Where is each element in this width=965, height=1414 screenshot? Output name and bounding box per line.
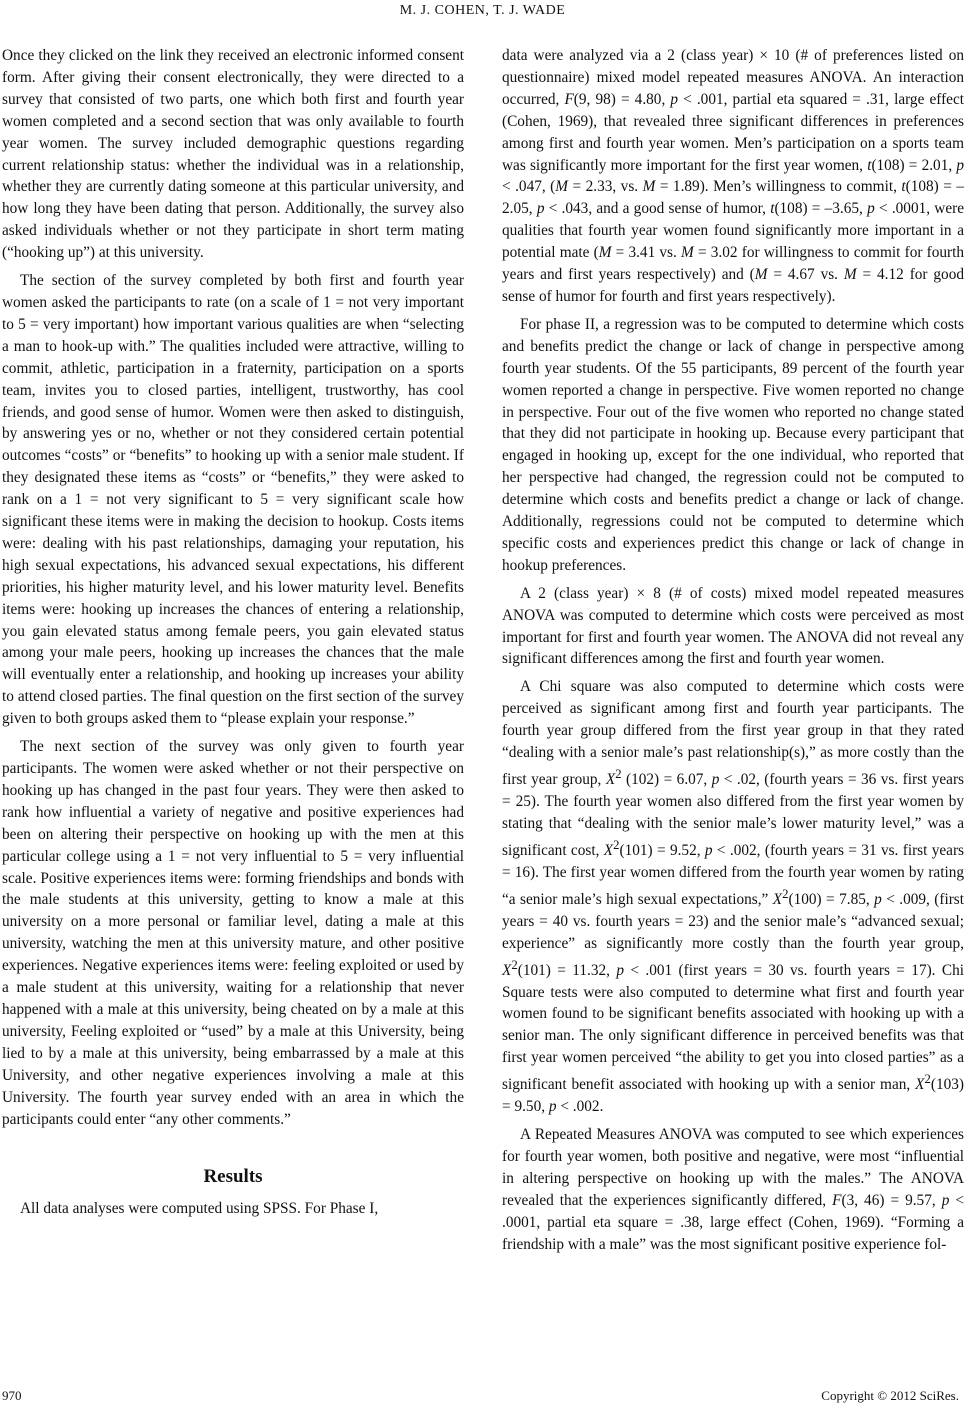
body-paragraph: A Chi square was also computed to determine which costs were perceived as significant among first and fourth year participants. The fourth year group differed from the first year group in that they rated “dealing with a senior male’s past relationship(s),” as more costly than the first year group, $X^2$ (102) = 6.07, p < .02, (fourth years = 36 vs. first years = 25). The fourth year women also differed from the first year women by stating that “dealing with the senior male’s lower maturity level,” was a significant cost, $X^2(101) = 9.52$, p < .002, (fourth years = 31 vs. first years = 16). The first year women differed from the fourth year women by rating “a senior male’s high sexual expectations,” $X^2(100) = 7.85$, p < .009, (first years = 40 vs. fourth years = 23) and the senior male’s “advanced sexual; experience” as significantly more costly than the fourth year group, $X^2(101) = 11.32$, p < .001 (first years = 30 vs. fourth years = 17). Chi Square tests were also computed to determine what first and fourth year women found to be significant benefits associated with hooking up with a senior man. The only significant difference in perceived benefits was that first year women perceived “the ability to get you into closed parties” as a significant benefit associated with hooking up with a senior man, $X^2(103) = 9.50$, p < .002. [502,678,964,1116]
body-paragraph: A 2 (class year) × 8 (# of costs) mixed model repeated measures ANOVA was computed to determine which costs were perceived as most important for first and fourth year women. The ANOVA did not reveal any significant differences among the first and fourth year women. [502,584,964,668]
body-paragraph: data were analyzed via a 2 (class year) × 10 (# of preferences listed on questionnaire) mixed model repeated measures ANOVA. An interaction occurred, F(9, 98) = 4.80, p < .001, partial eta squared = .31, large effect (Cohen, 1969), that revealed three significant differences in preferences among first and fourth year women. Men’s participation on a sports team was significantly more important for the first year women, t(108) = 2.01, p < .047, (M = 2.33, vs. M = 1.89). Men’s willingness to commit, t(108) = –2.05, p < .043, and a good sense of humor, t(108) = –3.65, p < .0001, were qualities that fourth year women found significantly more important in a potential mate (M = 3.41 vs. M = 3.02 for willingness to commit for fourth years and first years respectively) and (M = 4.67 vs. M = 4.12 for good sense of humor for fourth and first years respectively). [502,47,965,305]
results-heading: Results [203,1166,263,1188]
body-paragraph: The section of the survey completed by both first and fourth year women asked the participants to rate (on a scale of 1 = not very important to 5 = very important) how important various qualities are when “selecting a man to hook-up with.” The qualities included were attractive, willing to commit, athletic, participation in a fraternity, participation on a sports team, invites you to closed parties, intelligent, trustworthy, has cool friends, and good sense of humor. Women were then asked to distinguish, by answering yes or no, whether or not they considered certain potential outcomes “costs” or “benefits” to hooking up with a senior male student. If they designated these items as “costs” or “benefits,” they were asked to rank on a 1 = not very significant to 5 = very significant scale how significant these items were in making the decision to hookup. Costs items were: dealing with his past relationships, damaging your reputation, his high sexual expectations, his advanced sexual expectations, his different priorities, his higher maturity level, and his lower maturity level. Benefits items were: hooking up increases the chances of entering a relationship, you gain elevated status among female peers, you gain elevated status among your male peers, hooking up increases the chances that the male will eventually enter a relationship, and hooking up increases your ability to attend closed parties. The final question on the first section of the survey given to both groups asked them to “please explain your response.” [2,272,464,728]
right-column [502,45,964,1262]
body-paragraph: For phase II, a regression was to be computed to determine which costs and benefits predict the change or lack of change in perspective among fourth year students. Of the 55 participants, 89 percent of the fourth year women reported a change in perspective. Five women reported no change in perspective. Four out of the five women who reported no change stated that they did not participate in hooking up. Because every participant that engaged in hooking up, except for the one individual, who reported that her perspective had changed, the regression could not be computed to determine which costs and benefits predict a change or lack of change. Additionally, regressions could not be computed to determine which specific costs and experiences predict this change or lack of change in hookup preferences. [502,315,964,574]
body-paragraph: Once they clicked on the link they received an electronic informed consent form. After giving their consent electronically, they were directed to a survey that consisted of two parts, one which both first and fourth year women completed and a second section that was only available to fourth year women. The survey included demographic questions regarding current relationship status: whether the individual was in a relationship, whether they are currently dating someone at this particular university, and how long they have been dating that person. Additionally, the survey also asked individuals whether or not they participate in short term mating (“hooking up”) at this university. [2,47,464,262]
page-number: 970 [2,1388,22,1403]
body-paragraph: The next section of the survey was only given to fourth year participants. The women were asked whether or not their perspective on hooking up has changed in the past four years. They were then asked to rank how influential a variety of negative and positive experiences had been on altering their perspective on hooking up with the men at this particular college using a 1 = not very influential to 5 = very influential scale. Positive experiences items were: forming friendships and bonds with the male students at this university, getting to know a male at this university on a more personal or familiar level, dating a male at this university, watching the men at this university mature, and other positive experiences. Negative experiences items were: feeling exploited or used by a male student at this university, waiting for a relationship that never happened with a male at this university, being cheated on by a male at this university, Feeling exploited or “used” by a male at this University, being lied to by a male at this university, being embarrassed by a male at this University, and other negative experiences involving a male at this University. The fourth year survey ended with an area in which the participants could enter “any other comments.” [2,738,464,1128]
running-head: M. J. COHEN, T. J. WADE [399,3,566,18]
body-paragraph: A Repeated Measures ANOVA was computed to see which experiences for fourth year women, both positive and negative, were most “influential in altering perspective on hooking up with the males.” The ANOVA revealed that the experiences significantly differed, F(3, 46) = 9.57, p < .0001, partial eta square = .38, large effect (Cohen, 1969). “Forming a friendship with a male” was the most significant positive experience fol- [502,1126,964,1253]
left-column [2,45,464,1226]
copyright-notice: Copyright © 2012 SciRes. [821,1388,959,1403]
body-paragraph: All data analyses were computed using SPSS. For Phase I, [20,1200,379,1218]
